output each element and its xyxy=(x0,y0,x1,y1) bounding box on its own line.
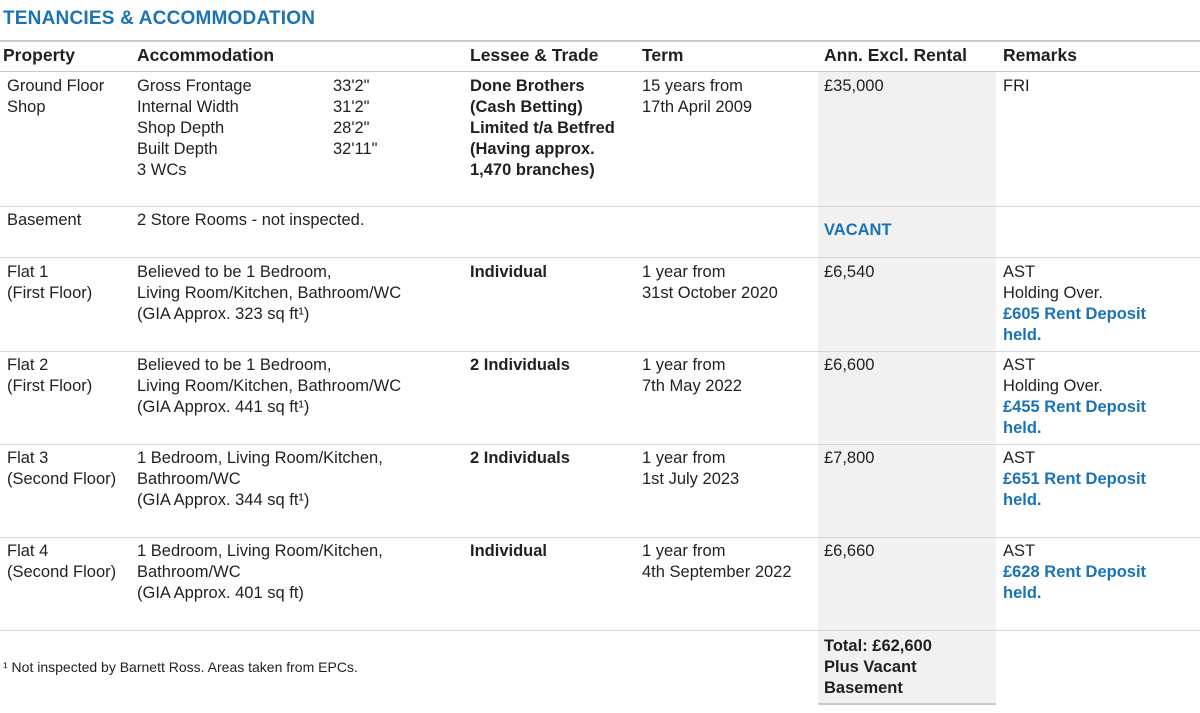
remarks-cell xyxy=(1003,355,1146,439)
accommodation-cell xyxy=(137,355,401,418)
accommodation-cell xyxy=(137,76,437,181)
header-remarks: Remarks xyxy=(1003,45,1077,65)
dimension-label: Gross Frontage xyxy=(137,77,252,95)
lessee-cell xyxy=(470,355,570,376)
header-bottom-rule xyxy=(0,71,1200,72)
header-property: Property xyxy=(3,45,75,65)
cell-line: £651 Rent Deposit xyxy=(1003,470,1147,488)
lessee-cell xyxy=(470,541,547,562)
cell-line: 1,470 branches) xyxy=(470,161,595,179)
cell-line: 4th September 2022 xyxy=(642,563,792,581)
rental-cell xyxy=(824,262,874,283)
accommodation-cell xyxy=(137,541,383,604)
total-line: Total: £62,600 xyxy=(824,637,932,655)
rental-column-shading xyxy=(818,72,996,704)
cell-line: (Cash Betting) xyxy=(470,98,583,116)
cell-line: 17th April 2009 xyxy=(642,98,753,116)
total-line: Basement xyxy=(824,679,903,697)
cell-line: (Having approx. xyxy=(470,140,595,158)
cell-line: Basement xyxy=(7,211,82,229)
cell-line: 31st October 2020 xyxy=(642,284,778,302)
property-cell xyxy=(7,541,116,583)
cell-line: (GIA Approx. 401 sq ft) xyxy=(137,584,304,602)
header-accommodation: Accommodation xyxy=(137,45,275,65)
cell-line: £628 Rent Deposit xyxy=(1003,563,1147,581)
page-title: TENANCIES & ACCOMMODATION xyxy=(3,8,316,29)
cell-line: AST xyxy=(1003,356,1036,374)
rental-cell xyxy=(824,448,874,469)
cell-line: AST xyxy=(1003,449,1036,467)
cell-line: £605 Rent Deposit xyxy=(1003,305,1147,323)
cell-line: 7th May 2022 xyxy=(642,377,742,395)
cell-line: Bathroom/WC xyxy=(137,563,241,581)
dimension-label: Built Depth xyxy=(137,140,218,158)
cell-line: 15 years from xyxy=(642,77,743,95)
dimension-label: Shop Depth xyxy=(137,119,225,137)
cell-line: Individual xyxy=(470,542,548,560)
rental-value: £6,540 xyxy=(824,263,875,281)
cell-line: (GIA Approx. 344 sq ft¹) xyxy=(137,491,310,509)
total-line: Plus Vacant xyxy=(824,658,917,676)
row-divider xyxy=(0,537,1200,538)
header-term: Term xyxy=(642,45,684,65)
cell-line: Holding Over. xyxy=(1003,377,1103,395)
term-cell xyxy=(642,355,742,397)
cell-line: Individual xyxy=(470,263,548,281)
cell-line: Flat 2 xyxy=(7,356,49,374)
dimension-label: 3 WCs xyxy=(137,161,187,179)
cell-line: Flat 3 xyxy=(7,449,49,467)
dimension-value: 28'2" xyxy=(333,119,370,137)
rental-cell xyxy=(824,76,884,97)
dimension-row xyxy=(137,139,437,160)
cell-line: (First Floor) xyxy=(7,377,93,395)
header-top-rule xyxy=(0,40,1200,42)
term-cell xyxy=(642,76,752,118)
rental-value: £7,800 xyxy=(824,449,875,467)
remarks-cell xyxy=(1003,541,1146,604)
dimension-row xyxy=(137,76,437,97)
cell-line: 1 year from xyxy=(642,449,726,467)
term-cell xyxy=(642,541,792,583)
lessee-cell xyxy=(470,448,570,469)
cell-line: AST xyxy=(1003,263,1036,281)
cell-line: (GIA Approx. 441 sq ft¹) xyxy=(137,398,310,416)
rental-value: £6,600 xyxy=(824,356,875,374)
cell-line: 2 Individuals xyxy=(470,449,570,467)
accommodation-cell xyxy=(137,262,401,325)
dimension-value: 33'2" xyxy=(333,77,370,95)
cell-line: Flat 1 xyxy=(7,263,49,281)
cell-line: Ground Floor xyxy=(7,77,105,95)
cell-line: 1st July 2023 xyxy=(642,470,740,488)
property-cell xyxy=(7,448,116,490)
cell-line: Holding Over. xyxy=(1003,284,1103,302)
dimension-row xyxy=(137,160,437,181)
row-divider xyxy=(0,444,1200,445)
cell-line: 1 Bedroom, Living Room/Kitchen, xyxy=(137,449,383,467)
rental-column-bottom-rule xyxy=(818,703,996,705)
term-cell xyxy=(642,262,778,304)
property-cell xyxy=(7,262,92,304)
cell-line: 2 Store Rooms - not inspected. xyxy=(137,211,365,229)
dimension-row xyxy=(137,97,437,118)
row-divider xyxy=(0,351,1200,352)
property-cell xyxy=(7,210,81,231)
cell-line: Living Room/Kitchen, Bathroom/WC xyxy=(137,284,402,302)
property-cell xyxy=(7,76,104,118)
row-divider xyxy=(0,206,1200,207)
cell-line: 1 Bedroom, Living Room/Kitchen, xyxy=(137,542,383,560)
cell-line: £455 Rent Deposit xyxy=(1003,398,1147,416)
cell-line: 1 year from xyxy=(642,542,726,560)
cell-line: Believed to be 1 Bedroom, xyxy=(137,263,332,281)
row-divider xyxy=(0,630,1200,631)
lessee-cell xyxy=(470,262,547,283)
rental-cell xyxy=(824,541,874,562)
footnote: ¹ Not inspected by Barnett Ross. Areas taken from EPCs. xyxy=(3,659,358,675)
cell-line: held. xyxy=(1003,584,1042,602)
cell-line: (GIA Approx. 323 sq ft¹) xyxy=(137,305,310,323)
dimension-value: 32'11" xyxy=(333,140,378,158)
cell-line: 1 year from xyxy=(642,263,726,281)
row-divider xyxy=(0,257,1200,258)
header-rental: Ann. Excl. Rental xyxy=(824,45,967,65)
dimension-row xyxy=(137,118,437,139)
dimension-value: 31'2" xyxy=(333,98,370,116)
cell-line: 1 year from xyxy=(642,356,726,374)
property-cell xyxy=(7,355,92,397)
rental-cell xyxy=(824,355,874,376)
cell-line: Flat 4 xyxy=(7,542,49,560)
cell-line: Shop xyxy=(7,98,46,116)
cell-line: Done Brothers xyxy=(470,77,585,95)
lessee-cell xyxy=(470,76,615,181)
rental-value: VACANT xyxy=(824,221,892,239)
cell-line: (Second Floor) xyxy=(7,563,117,581)
cell-line: (First Floor) xyxy=(7,284,93,302)
header-lessee: Lessee & Trade xyxy=(470,45,599,65)
cell-line: (Second Floor) xyxy=(7,470,117,488)
accommodation-cell xyxy=(137,210,364,231)
rental-total xyxy=(824,636,932,699)
cell-line: held. xyxy=(1003,326,1042,344)
cell-line: Believed to be 1 Bedroom, xyxy=(137,356,332,374)
remarks-cell xyxy=(1003,262,1146,346)
remarks-cell xyxy=(1003,76,1030,97)
dimension-label: Internal Width xyxy=(137,98,239,116)
cell-line: 2 Individuals xyxy=(470,356,570,374)
cell-line: Limited t/a Betfred xyxy=(470,119,615,137)
rental-value: £6,660 xyxy=(824,542,875,560)
rental-cell xyxy=(824,220,892,241)
term-cell xyxy=(642,448,739,490)
cell-line: Living Room/Kitchen, Bathroom/WC xyxy=(137,377,402,395)
cell-line: held. xyxy=(1003,419,1042,437)
cell-line: AST xyxy=(1003,542,1036,560)
cell-line: held. xyxy=(1003,491,1042,509)
cell-line: Bathroom/WC xyxy=(137,470,241,488)
rental-value: £35,000 xyxy=(824,77,884,95)
accommodation-cell xyxy=(137,448,383,511)
remarks-cell xyxy=(1003,448,1146,511)
cell-line: FRI xyxy=(1003,77,1030,95)
